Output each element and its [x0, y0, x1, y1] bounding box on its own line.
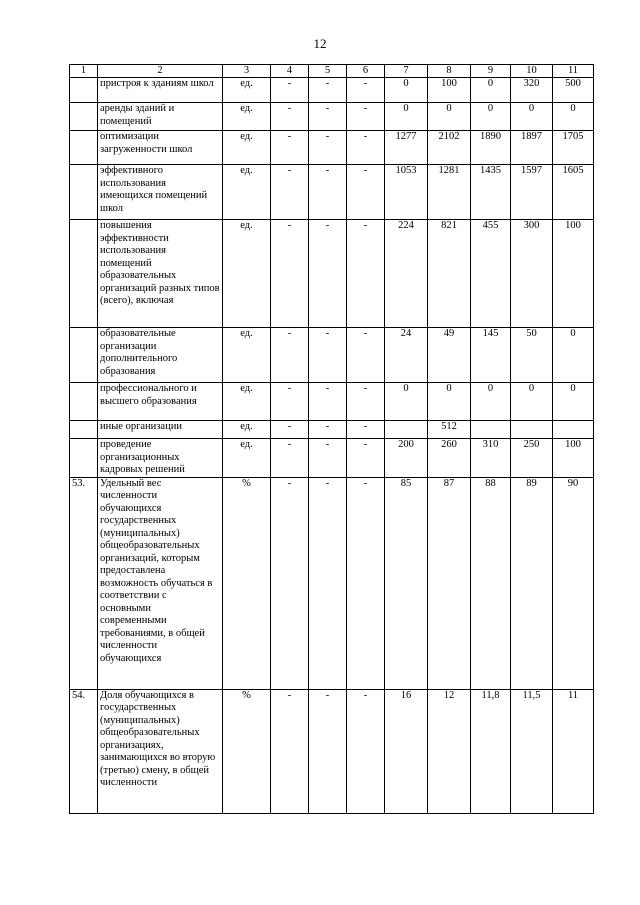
value-cell: 0: [428, 103, 471, 131]
value-cell: 11,8: [471, 689, 511, 813]
column-header: 7: [385, 65, 428, 78]
value-cell: 0: [428, 383, 471, 421]
value-cell: 455: [471, 220, 511, 328]
value-cell: 1897: [511, 131, 553, 165]
value-cell: 85: [385, 477, 428, 689]
value-cell: 0: [471, 103, 511, 131]
dash-cell: -: [347, 328, 385, 383]
value-cell: 87: [428, 477, 471, 689]
value-cell: 300: [511, 220, 553, 328]
unit-cell: ед.: [223, 328, 271, 383]
value-cell: 250: [511, 439, 553, 478]
table-row: [70, 439, 594, 478]
column-header: 1: [70, 65, 98, 78]
unit-cell: ед.: [223, 439, 271, 478]
value-cell: 24: [385, 328, 428, 383]
row-number: [70, 103, 98, 131]
value-cell: 0: [553, 103, 594, 131]
value-cell: 16: [385, 689, 428, 813]
value-cell: 145: [471, 328, 511, 383]
value-cell: 0: [385, 78, 428, 103]
indicator-name: образовательные организации дополнительного образования: [98, 328, 223, 383]
value-cell: 0: [471, 383, 511, 421]
dash-cell: -: [347, 477, 385, 689]
dash-cell: -: [347, 165, 385, 220]
dash-cell: -: [271, 78, 309, 103]
value-cell: 89: [511, 477, 553, 689]
dash-cell: -: [309, 165, 347, 220]
value-cell: 310: [471, 439, 511, 478]
value-cell: 320: [511, 78, 553, 103]
table-row: [70, 103, 594, 131]
column-header: 9: [471, 65, 511, 78]
value-cell: 90: [553, 477, 594, 689]
table-row: [70, 131, 594, 165]
header-row: [70, 65, 594, 78]
value-cell: 512: [428, 421, 471, 439]
table-row: [70, 689, 594, 813]
value-cell: 0: [553, 383, 594, 421]
table-row: [70, 477, 594, 689]
value-cell: [553, 421, 594, 439]
indicator-name: эффективного использования имеющихся помещений школ: [98, 165, 223, 220]
row-number: [70, 220, 98, 328]
value-cell: 50: [511, 328, 553, 383]
value-cell: 200: [385, 439, 428, 478]
column-header: 4: [271, 65, 309, 78]
dash-cell: -: [347, 689, 385, 813]
dash-cell: -: [309, 78, 347, 103]
indicator-name: оптимизации загруженности школ: [98, 131, 223, 165]
value-cell: 0: [385, 383, 428, 421]
value-cell: 88: [471, 477, 511, 689]
value-cell: 1605: [553, 165, 594, 220]
indicator-name: пристроя к зданиям школ: [98, 78, 223, 103]
row-number: [70, 78, 98, 103]
value-cell: 2102: [428, 131, 471, 165]
value-cell: 12: [428, 689, 471, 813]
dash-cell: -: [309, 689, 347, 813]
unit-cell: ед.: [223, 131, 271, 165]
value-cell: 0: [385, 103, 428, 131]
table-row: [70, 78, 594, 103]
indicator-name: профессионального и высшего образования: [98, 383, 223, 421]
unit-cell: ед.: [223, 103, 271, 131]
value-cell: 1890: [471, 131, 511, 165]
value-cell: 0: [511, 383, 553, 421]
unit-cell: ед.: [223, 383, 271, 421]
dash-cell: -: [271, 220, 309, 328]
table-row: [70, 383, 594, 421]
dash-cell: -: [271, 383, 309, 421]
dash-cell: -: [271, 328, 309, 383]
dash-cell: -: [271, 421, 309, 439]
column-header: 11: [553, 65, 594, 78]
value-cell: 1053: [385, 165, 428, 220]
row-number: [70, 439, 98, 478]
value-cell: 0: [511, 103, 553, 131]
dash-cell: -: [347, 220, 385, 328]
value-cell: 1705: [553, 131, 594, 165]
dash-cell: -: [309, 131, 347, 165]
column-header: 5: [309, 65, 347, 78]
value-cell: 11,5: [511, 689, 553, 813]
dash-cell: -: [309, 383, 347, 421]
unit-cell: ед.: [223, 165, 271, 220]
value-cell: 1435: [471, 165, 511, 220]
value-cell: 260: [428, 439, 471, 478]
dash-cell: -: [271, 131, 309, 165]
dash-cell: -: [309, 421, 347, 439]
row-number: [70, 165, 98, 220]
column-header: 6: [347, 65, 385, 78]
indicator-name: Удельный вес численности обучающихся государственных (муниципальных) общеобразовательных организаций, которым предоставлена возможность обучаться в соответствии с основными современными требованиями, в общей численности обучающихся: [98, 477, 223, 689]
dash-cell: -: [309, 103, 347, 131]
value-cell: 224: [385, 220, 428, 328]
column-header: 3: [223, 65, 271, 78]
table-row: [70, 220, 594, 328]
dash-cell: -: [271, 165, 309, 220]
indicator-name: иные организации: [98, 421, 223, 439]
unit-cell: %: [223, 689, 271, 813]
value-cell: 0: [471, 78, 511, 103]
unit-cell: %: [223, 477, 271, 689]
table-row: [70, 165, 594, 220]
column-header: 2: [98, 65, 223, 78]
value-cell: 0: [553, 328, 594, 383]
row-number: 54.: [70, 689, 98, 813]
dash-cell: -: [309, 439, 347, 478]
row-number: [70, 383, 98, 421]
row-number: [70, 328, 98, 383]
dash-cell: -: [271, 477, 309, 689]
dash-cell: -: [347, 439, 385, 478]
row-number: 53.: [70, 477, 98, 689]
table-row: [70, 328, 594, 383]
dash-cell: -: [347, 78, 385, 103]
dash-cell: -: [271, 689, 309, 813]
indicators-table: [69, 64, 594, 814]
value-cell: 11: [553, 689, 594, 813]
value-cell: [471, 421, 511, 439]
dash-cell: -: [347, 131, 385, 165]
unit-cell: ед.: [223, 78, 271, 103]
dash-cell: -: [271, 439, 309, 478]
unit-cell: ед.: [223, 220, 271, 328]
value-cell: 1281: [428, 165, 471, 220]
dash-cell: -: [347, 383, 385, 421]
unit-cell: ед.: [223, 421, 271, 439]
value-cell: 49: [428, 328, 471, 383]
row-number: [70, 421, 98, 439]
value-cell: 821: [428, 220, 471, 328]
column-header: 10: [511, 65, 553, 78]
value-cell: [385, 421, 428, 439]
value-cell: 1277: [385, 131, 428, 165]
indicator-name: аренды зданий и помещений: [98, 103, 223, 131]
page-number: 12: [313, 36, 327, 51]
indicator-name: Доля обучающихся в государственных (муниципальных) общеобразовательных организациях, занимающихся во вторую (третью) смену, в общей численности: [98, 689, 223, 813]
dash-cell: -: [347, 103, 385, 131]
indicator-name: повышения эффективности использования помещений образовательных организаций разных типов (всего), включая: [98, 220, 223, 328]
column-header: 8: [428, 65, 471, 78]
value-cell: 100: [553, 220, 594, 328]
value-cell: [511, 421, 553, 439]
value-cell: 1597: [511, 165, 553, 220]
indicator-name: проведение организационных кадровых решений: [98, 439, 223, 478]
value-cell: 100: [428, 78, 471, 103]
dash-cell: -: [309, 220, 347, 328]
dash-cell: -: [309, 328, 347, 383]
dash-cell: -: [309, 477, 347, 689]
row-number: [70, 131, 98, 165]
table-row: [70, 421, 594, 439]
dash-cell: -: [271, 103, 309, 131]
dash-cell: -: [347, 421, 385, 439]
value-cell: 100: [553, 439, 594, 478]
value-cell: 500: [553, 78, 594, 103]
